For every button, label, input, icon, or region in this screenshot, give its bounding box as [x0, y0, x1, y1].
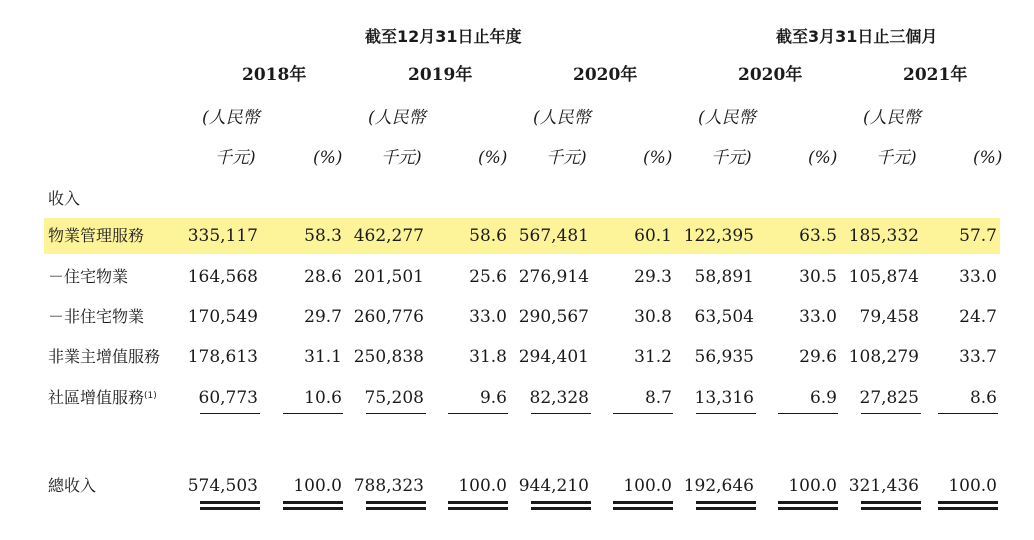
unit-label: (人民幣 — [698, 108, 756, 128]
pct-label: (%) — [808, 148, 838, 168]
cell-pct: 33.0 — [799, 307, 837, 327]
subtotal-rule — [531, 413, 591, 414]
subtotal-rule — [200, 413, 260, 414]
year-header-2018: 2018年 — [242, 65, 307, 85]
cell-pct: 60.1 — [634, 226, 672, 246]
cell-amount: 105,874 — [848, 267, 919, 287]
total-pct: 100.0 — [458, 476, 507, 496]
total-double-rule — [613, 501, 673, 510]
cell-pct: 33.0 — [469, 307, 507, 327]
cell-amount: 290,567 — [518, 307, 589, 327]
cell-amount: 79,458 — [859, 307, 919, 327]
total-double-rule — [938, 501, 998, 510]
cell-pct: 29.3 — [634, 267, 672, 287]
cell-pct: 30.5 — [799, 267, 837, 287]
pct-label: (%) — [313, 148, 343, 168]
cell-amount: 60,773 — [198, 388, 258, 408]
cell-amount: 185,332 — [848, 226, 919, 246]
total-amount: 944,210 — [518, 476, 589, 496]
subtotal-rule — [283, 413, 343, 414]
cell-pct: 25.6 — [469, 267, 507, 287]
subtotal-rule — [778, 413, 838, 414]
section-label-revenue: 收入 — [48, 189, 81, 208]
unit-label: (人民幣 — [863, 108, 921, 128]
cell-pct: 33.7 — [959, 347, 997, 367]
year-header-2019: 2019年 — [408, 65, 473, 85]
cell-amount: 63,504 — [694, 307, 754, 327]
unit-label: 千元) — [876, 148, 917, 168]
total-double-rule — [696, 501, 756, 510]
cell-amount: 82,328 — [529, 388, 589, 408]
cell-amount: 462,277 — [353, 226, 424, 246]
cell-pct: 10.6 — [304, 388, 342, 408]
total-double-rule — [366, 501, 426, 510]
cell-pct: 58.3 — [304, 226, 342, 246]
subtotal-rule — [861, 413, 921, 414]
total-double-rule — [531, 501, 591, 510]
total-double-rule — [778, 501, 838, 510]
cell-amount: 75,208 — [364, 388, 424, 408]
header-group-three-months: 截至3月31日止三個月 — [776, 27, 938, 46]
total-amount: 192,646 — [683, 476, 754, 496]
total-label: 總收入 — [48, 476, 97, 495]
subtotal-rule — [366, 413, 426, 414]
unit-label: (人民幣 — [533, 108, 591, 128]
pct-label: (%) — [973, 148, 1003, 168]
cell-amount: 108,279 — [848, 347, 919, 367]
unit-label: 千元) — [711, 148, 752, 168]
cell-pct: 24.7 — [959, 307, 997, 327]
total-pct: 100.0 — [948, 476, 997, 496]
cell-amount: 13,316 — [694, 388, 754, 408]
cell-pct: 6.9 — [809, 388, 837, 408]
cell-amount: 335,117 — [187, 226, 258, 246]
pct-label: (%) — [643, 148, 673, 168]
cell-pct: 58.6 — [469, 226, 507, 246]
total-double-rule — [861, 501, 921, 510]
cell-pct: 31.8 — [469, 347, 507, 367]
row-label-text: 社區增值服務 — [48, 388, 145, 407]
cell-pct: 31.2 — [634, 347, 672, 367]
cell-amount: 276,914 — [518, 267, 589, 287]
cell-pct: 29.6 — [799, 347, 837, 367]
pct-label: (%) — [478, 148, 508, 168]
row-label: －非住宅物業 — [48, 307, 145, 326]
total-double-rule — [200, 501, 260, 510]
cell-pct: 29.7 — [304, 307, 342, 327]
cell-pct: 57.7 — [959, 226, 997, 246]
cell-amount: 27,825 — [859, 388, 919, 408]
year-header-2020-q1: 2020年 — [738, 65, 803, 85]
cell-amount: 164,568 — [187, 267, 258, 287]
row-label: 非業主增值服務 — [48, 347, 161, 366]
cell-pct: 28.6 — [304, 267, 342, 287]
year-header-2020: 2020年 — [573, 65, 638, 85]
total-pct: 100.0 — [788, 476, 837, 496]
unit-label: 千元) — [215, 148, 256, 168]
header-group-year-ended: 截至12月31日止年度 — [365, 27, 522, 46]
subtotal-rule — [938, 413, 998, 414]
cell-amount: 201,501 — [353, 267, 424, 287]
total-amount: 788,323 — [353, 476, 424, 496]
footnote-marker: (1) — [144, 391, 157, 401]
cell-pct: 30.8 — [634, 307, 672, 327]
cell-amount: 250,838 — [353, 347, 424, 367]
cell-amount: 58,891 — [694, 267, 754, 287]
unit-label: 千元) — [546, 148, 587, 168]
cell-pct: 63.5 — [799, 226, 837, 246]
cell-pct: 8.6 — [969, 388, 997, 408]
total-amount: 321,436 — [848, 476, 919, 496]
cell-amount: 567,481 — [518, 226, 589, 246]
subtotal-rule — [696, 413, 756, 414]
unit-label: (人民幣 — [368, 108, 426, 128]
total-pct: 100.0 — [293, 476, 342, 496]
cell-pct: 33.0 — [959, 267, 997, 287]
year-header-2021-q1: 2021年 — [903, 65, 968, 85]
unit-label: 千元) — [381, 148, 422, 168]
unit-label: (人民幣 — [202, 108, 260, 128]
row-label: 物業管理服務 — [48, 226, 145, 245]
cell-amount: 122,395 — [683, 226, 754, 246]
cell-amount: 178,613 — [187, 347, 258, 367]
total-pct: 100.0 — [623, 476, 672, 496]
subtotal-rule — [613, 413, 673, 414]
cell-pct: 8.7 — [644, 388, 672, 408]
row-label — [48, 387, 157, 409]
cell-pct: 31.1 — [304, 347, 342, 367]
row-label: －住宅物業 — [48, 267, 129, 286]
total-double-rule — [448, 501, 508, 510]
total-amount: 574,503 — [187, 476, 258, 496]
cell-amount: 260,776 — [353, 307, 424, 327]
cell-amount: 56,935 — [694, 347, 754, 367]
subtotal-rule — [448, 413, 508, 414]
cell-amount: 294,401 — [518, 347, 589, 367]
cell-amount: 170,549 — [187, 307, 258, 327]
total-double-rule — [283, 501, 343, 510]
cell-pct: 9.6 — [479, 388, 507, 408]
